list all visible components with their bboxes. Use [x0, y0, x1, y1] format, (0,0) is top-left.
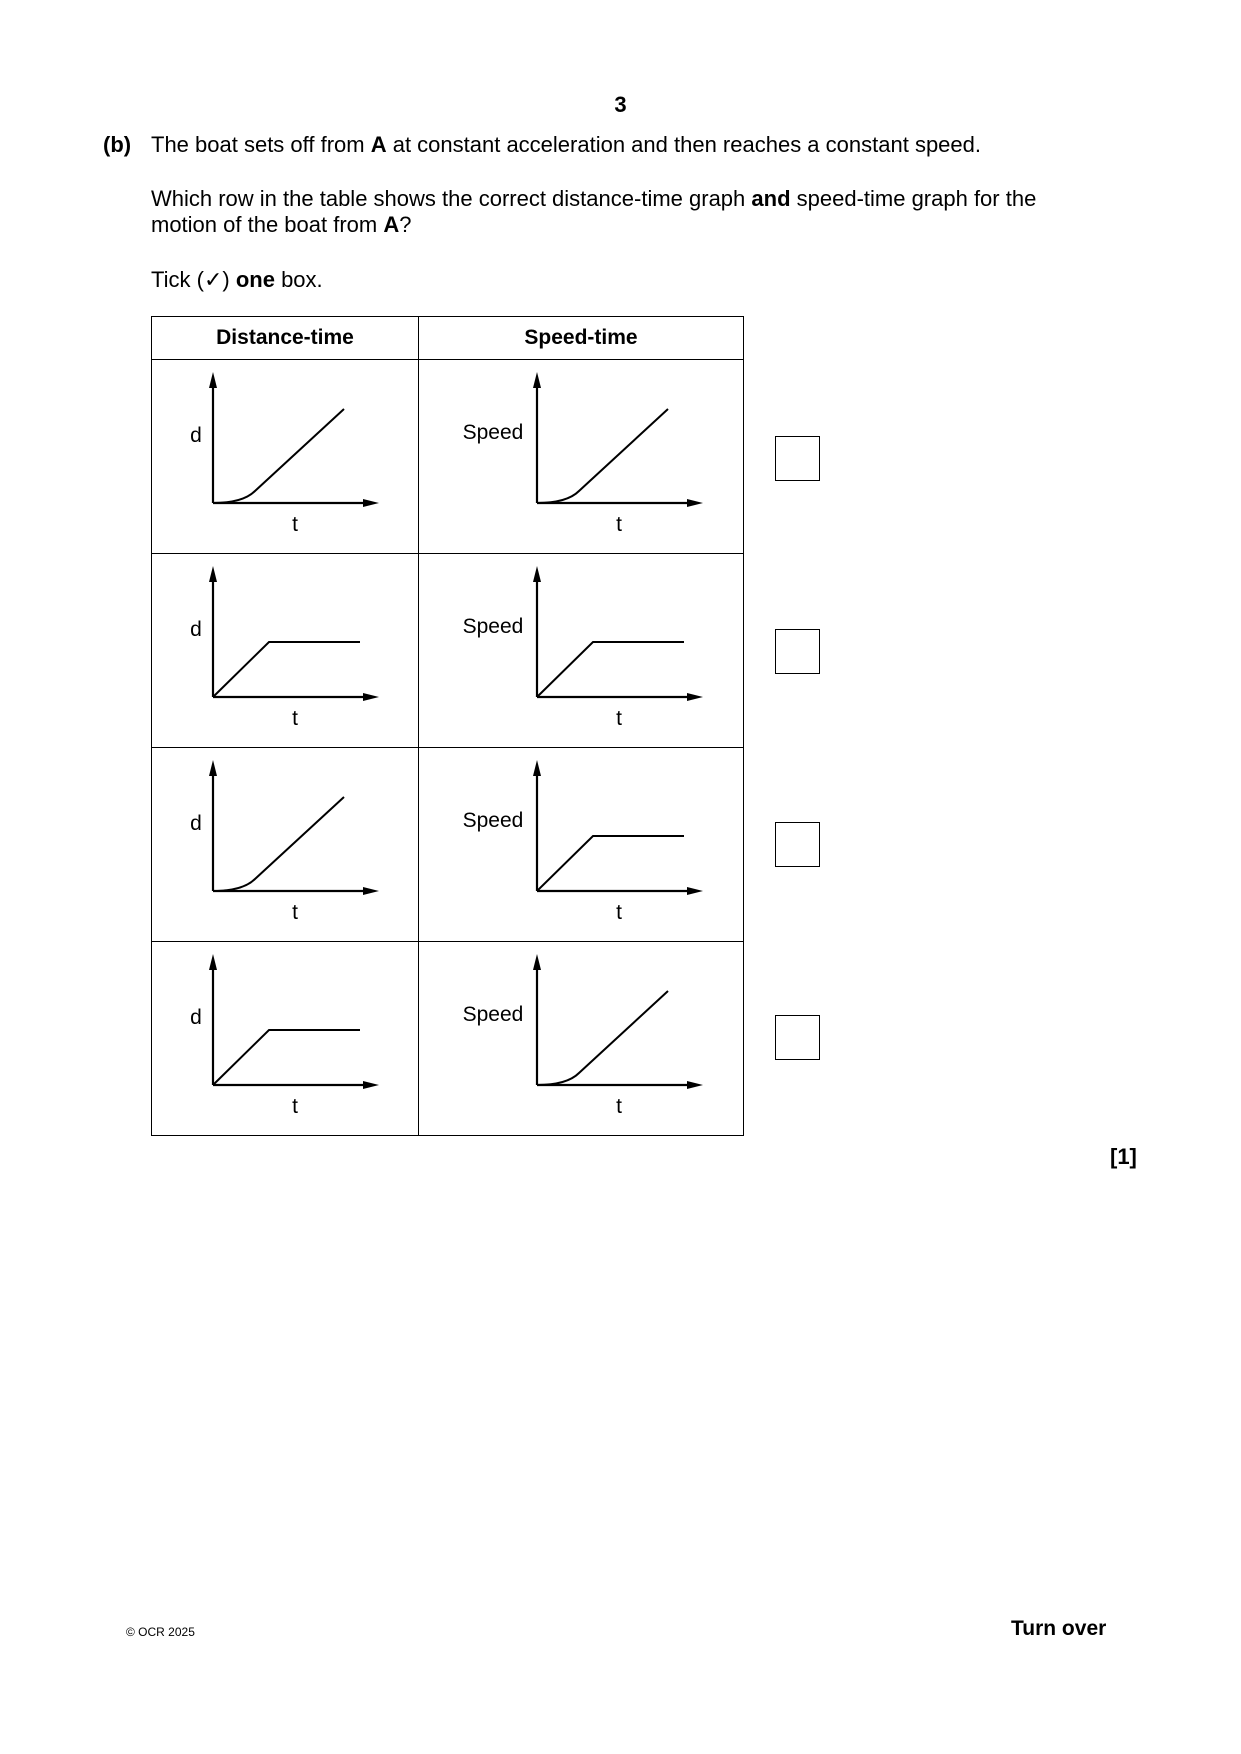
speed-time-graph — [419, 942, 743, 1135]
question-prompt-line1: Which row in the table shows the correct distance-time graph and speed-time graph for the — [151, 186, 1037, 211]
distance-graph-x-arrow — [363, 499, 379, 507]
turn-over: Turn over — [1011, 1617, 1107, 1640]
speed-graph-x-arrow — [687, 887, 703, 895]
speed-time-graph — [419, 360, 743, 553]
distance-graph-curve — [213, 797, 344, 891]
table-row — [152, 360, 744, 554]
speed-graph-x-label: t — [616, 707, 622, 730]
distance-graph-x-label: t — [292, 1095, 298, 1118]
speed-graph-y-arrow — [533, 372, 541, 388]
speed-graph-x-arrow — [687, 693, 703, 701]
speed-graph-curve — [537, 409, 668, 503]
speed-graph-curve — [537, 642, 684, 697]
speed-graph-x-arrow — [687, 1081, 703, 1089]
distance-graph-y-label: d — [190, 1006, 202, 1029]
header-speed-time: Speed-time — [419, 317, 744, 360]
speed-graph-y-arrow — [533, 566, 541, 582]
speed-time-cell — [419, 360, 744, 554]
distance-graph-x-label: t — [292, 901, 298, 924]
distance-graph-x-label: t — [292, 513, 298, 536]
page-number: 3 — [614, 92, 627, 117]
distance-graph-y-arrow — [209, 954, 217, 970]
answer-table — [151, 316, 744, 1136]
marks-allocation: [1] — [1110, 1144, 1137, 1169]
distance-graph-y-arrow — [209, 760, 217, 776]
distance-time-graph — [152, 554, 418, 747]
speed-time-cell — [419, 748, 744, 942]
distance-graph-y-arrow — [209, 566, 217, 582]
distance-time-graph — [152, 360, 418, 553]
speed-graph-x-label: t — [616, 513, 622, 536]
distance-time-cell — [152, 748, 419, 942]
tick-box[interactable] — [775, 1015, 820, 1060]
table-row — [152, 942, 744, 1136]
speed-time-cell — [419, 554, 744, 748]
table-row — [152, 554, 744, 748]
distance-time-cell — [152, 942, 419, 1136]
speed-graph-x-label: t — [616, 901, 622, 924]
question-prompt-line2: motion of the boat from A? — [151, 212, 412, 237]
distance-graph-x-arrow — [363, 693, 379, 701]
tick-box[interactable] — [775, 436, 820, 481]
distance-graph-y-label: d — [190, 424, 202, 447]
question-label: (b) — [103, 132, 132, 157]
header-distance-time: Distance-time — [152, 317, 419, 360]
distance-graph-y-label: d — [190, 618, 202, 641]
tick-instruction: Tick (✓) one box. — [151, 267, 323, 292]
speed-graph-y-arrow — [533, 954, 541, 970]
distance-time-graph — [152, 748, 418, 941]
distance-time-cell — [152, 554, 419, 748]
tick-box[interactable] — [775, 822, 820, 867]
table-row — [152, 748, 744, 942]
speed-graph-curve — [537, 836, 684, 891]
speed-graph-y-label: Speed — [462, 615, 524, 638]
speed-graph-y-arrow — [533, 760, 541, 776]
speed-time-graph — [419, 554, 743, 747]
speed-graph-y-label: Speed — [462, 1003, 524, 1026]
question-stem: The boat sets off from A at constant acceleration and then reaches a constant speed. — [151, 132, 981, 157]
distance-graph-x-label: t — [292, 707, 298, 730]
speed-graph-y-label: Speed — [462, 421, 524, 444]
distance-graph-y-arrow — [209, 372, 217, 388]
speed-graph-curve — [537, 991, 668, 1085]
distance-time-graph — [152, 942, 418, 1135]
speed-graph-x-arrow — [687, 499, 703, 507]
tick-box[interactable] — [775, 629, 820, 674]
speed-time-cell — [419, 942, 744, 1136]
copyright: © OCR 2025 — [126, 1625, 195, 1639]
speed-graph-y-label: Speed — [462, 809, 524, 832]
distance-graph-curve — [213, 409, 344, 503]
distance-graph-x-arrow — [363, 887, 379, 895]
distance-graph-y-label: d — [190, 812, 202, 835]
distance-graph-curve — [213, 1030, 360, 1085]
speed-graph-x-label: t — [616, 1095, 622, 1118]
speed-time-graph — [419, 748, 743, 941]
distance-graph-x-arrow — [363, 1081, 379, 1089]
distance-time-cell — [152, 360, 419, 554]
distance-graph-curve — [213, 642, 360, 697]
